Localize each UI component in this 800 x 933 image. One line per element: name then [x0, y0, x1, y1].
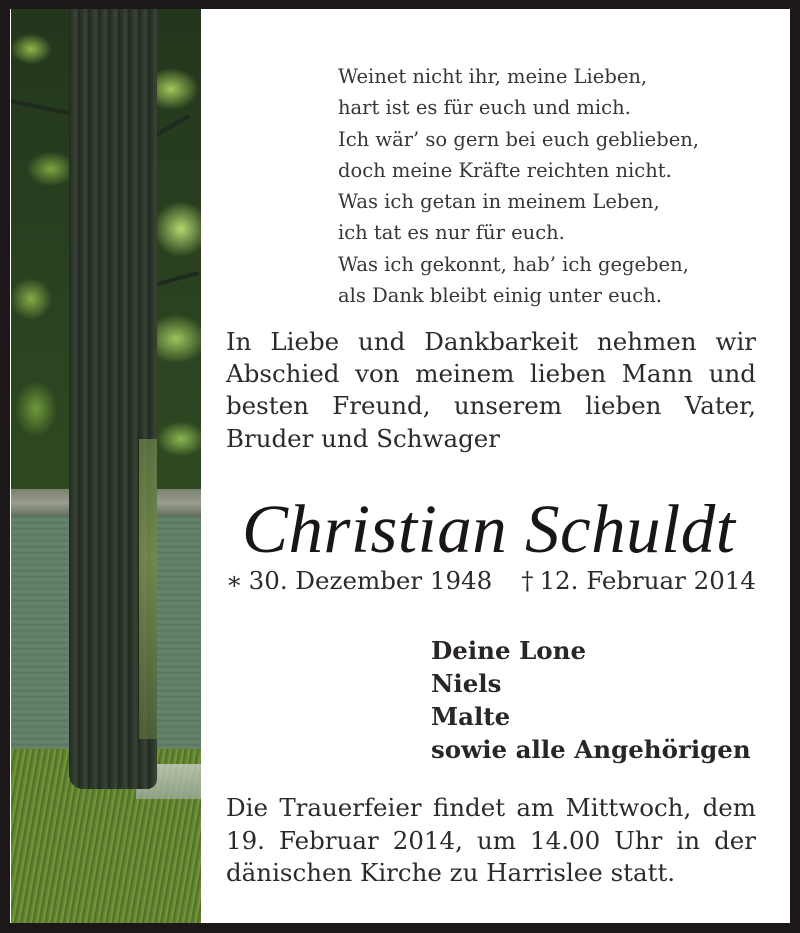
death-date-group — [521, 565, 756, 597]
intro-line: Bruder und Schwager — [226, 423, 500, 453]
poem-line: hart ist es für euch und mich. — [338, 96, 631, 120]
service-line: dänischen Kirche zu Harrislee statt. — [226, 858, 676, 887]
death-date: 12. Februar 2014 — [539, 566, 756, 595]
intro-line: In Liebe und Dankbarkeit nehmen wir — [226, 327, 756, 356]
mourners-list — [431, 634, 761, 766]
poem-line: Weinet nicht ihr, meine Lieben, — [338, 65, 648, 88]
service-line: 19. Februar 2014, um 14.00 Uhr in der — [226, 825, 756, 855]
funeral-service-info — [226, 792, 756, 890]
death-cross-icon: † — [521, 566, 534, 595]
life-dates — [226, 565, 756, 597]
birth-star-icon: ∗ — [226, 566, 243, 595]
poem-line: Ich wär’ so gern bei euch geblieben, — [338, 127, 699, 151]
mourner: Deine Lone — [431, 636, 587, 665]
poem-line: doch meine Kräfte reichten nicht. — [338, 158, 672, 182]
birth-date-group — [226, 565, 492, 597]
poem-line: Was ich getan in meinem Leben, — [338, 190, 660, 214]
mourner: sowie alle Angehörigen — [431, 735, 751, 764]
poem-line: als Dank bleibt einig unter euch. — [338, 284, 662, 308]
service-line: Die Trauerfeier findet am Mittwoch, dem — [226, 793, 756, 822]
birth-date: 30. Dezember 1948 — [248, 566, 493, 595]
mourner: Niels — [431, 669, 502, 698]
mourner: Malte — [431, 702, 511, 731]
poem-line: Was ich gekonnt, hab’ ich gegeben, — [338, 252, 689, 276]
intro-line: besten Freund, unserem lieben Vater, — [226, 391, 756, 421]
memorial-photo — [11, 9, 201, 923]
farewell-intro — [226, 326, 756, 455]
deceased-name: Christian Schuldt — [242, 491, 736, 567]
trunk-moss — [139, 439, 157, 739]
intro-line: Abschied von meinem lieben Mann und — [226, 359, 756, 389]
poem-line: ich tat es nur für euch. — [338, 221, 565, 245]
obituary-card — [10, 9, 790, 923]
poem — [338, 61, 758, 311]
